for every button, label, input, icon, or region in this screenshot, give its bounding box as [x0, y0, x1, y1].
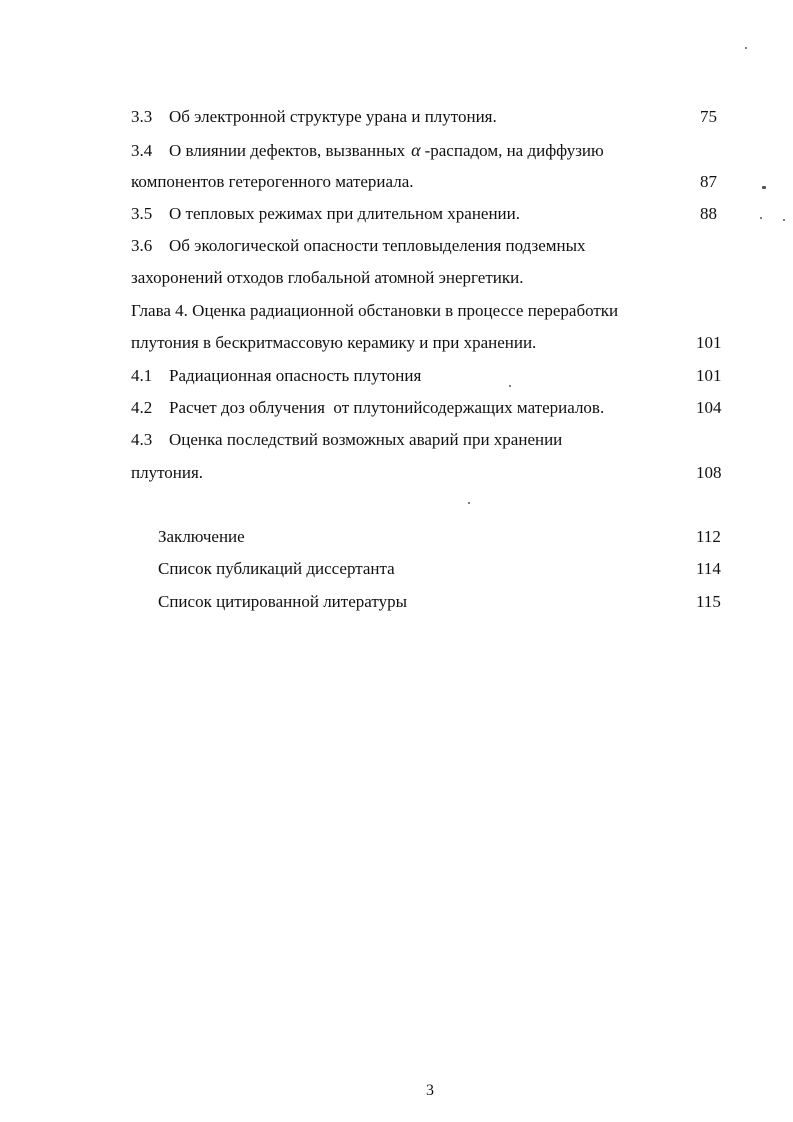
- toc-entry-4-1[interactable]: [131, 366, 421, 386]
- section-number: 4.1: [131, 366, 153, 385]
- scan-speck: [509, 385, 511, 387]
- alpha-symbol: α: [411, 140, 421, 160]
- section-title: Оценка последствий возможных аварий при хранении: [169, 430, 563, 449]
- scan-speck: [783, 219, 785, 221]
- page-ref: 104: [696, 398, 722, 417]
- toc-publications[interactable]: Список публикаций диссертанта: [158, 559, 395, 578]
- page-number: 3: [426, 1082, 434, 1099]
- section-title: О влиянии дефектов, вызванных: [169, 141, 406, 160]
- section-number: 3.5: [131, 204, 153, 223]
- section-title: Расчет доз облучения от плутонийсодержащих материалов.: [169, 398, 605, 417]
- section-title: Радиационная опасность плутония: [169, 366, 422, 385]
- page-ref: 101: [696, 333, 722, 352]
- toc-chapter-4-line2: плутония в бескритмассовую керамику и при хранении.: [131, 333, 537, 352]
- toc-conclusion[interactable]: Заключение: [158, 527, 245, 546]
- toc-entry-3-4[interactable]: [131, 140, 604, 161]
- page-ref: 88: [700, 204, 717, 223]
- page-ref: 87: [700, 172, 717, 191]
- scan-speck: [762, 186, 766, 189]
- page-ref: 108: [696, 463, 722, 482]
- toc-entry-3-6-line2: захоронений отходов глобальной атомной энергетики.: [131, 268, 524, 287]
- page-ref: 114: [696, 559, 721, 578]
- toc-entry-4-3[interactable]: [131, 430, 562, 450]
- section-number: 3.3: [131, 107, 153, 126]
- section-title-cont: -распадом, на диффузию: [424, 141, 604, 160]
- toc-entry-4-2[interactable]: [131, 398, 604, 418]
- scan-speck: [760, 217, 762, 219]
- page-ref: 115: [696, 592, 721, 611]
- section-title: О тепловых режимах при длительном хранении.: [169, 204, 521, 223]
- section-number: 4.2: [131, 398, 153, 417]
- toc-entry-4-3-line2: плутония.: [131, 463, 204, 482]
- page-ref: 75: [700, 107, 717, 126]
- toc-chapter-4[interactable]: Глава 4. Оценка радиационной обстановки в процессе переработки: [131, 301, 619, 320]
- scan-speck: [468, 502, 470, 504]
- section-number: 3.4: [131, 141, 153, 160]
- toc-entry-3-6[interactable]: [131, 236, 586, 256]
- section-title: Об экологической опасности тепловыделения подземных: [169, 236, 586, 255]
- toc-entry-3-5[interactable]: [131, 204, 520, 224]
- scan-speck: [745, 47, 747, 49]
- page-ref: 112: [696, 527, 721, 546]
- section-title: Об электронной структуре урана и плутония.: [169, 107, 497, 126]
- toc-entry-3-4-line2: компонентов гетерогенного материала.: [131, 172, 414, 191]
- toc-entry-3-3[interactable]: [131, 107, 497, 127]
- toc-references[interactable]: Список цитированной литературы: [158, 592, 407, 611]
- section-number: 4.3: [131, 430, 153, 449]
- page-ref: 101: [696, 366, 722, 385]
- section-number: 3.6: [131, 236, 153, 255]
